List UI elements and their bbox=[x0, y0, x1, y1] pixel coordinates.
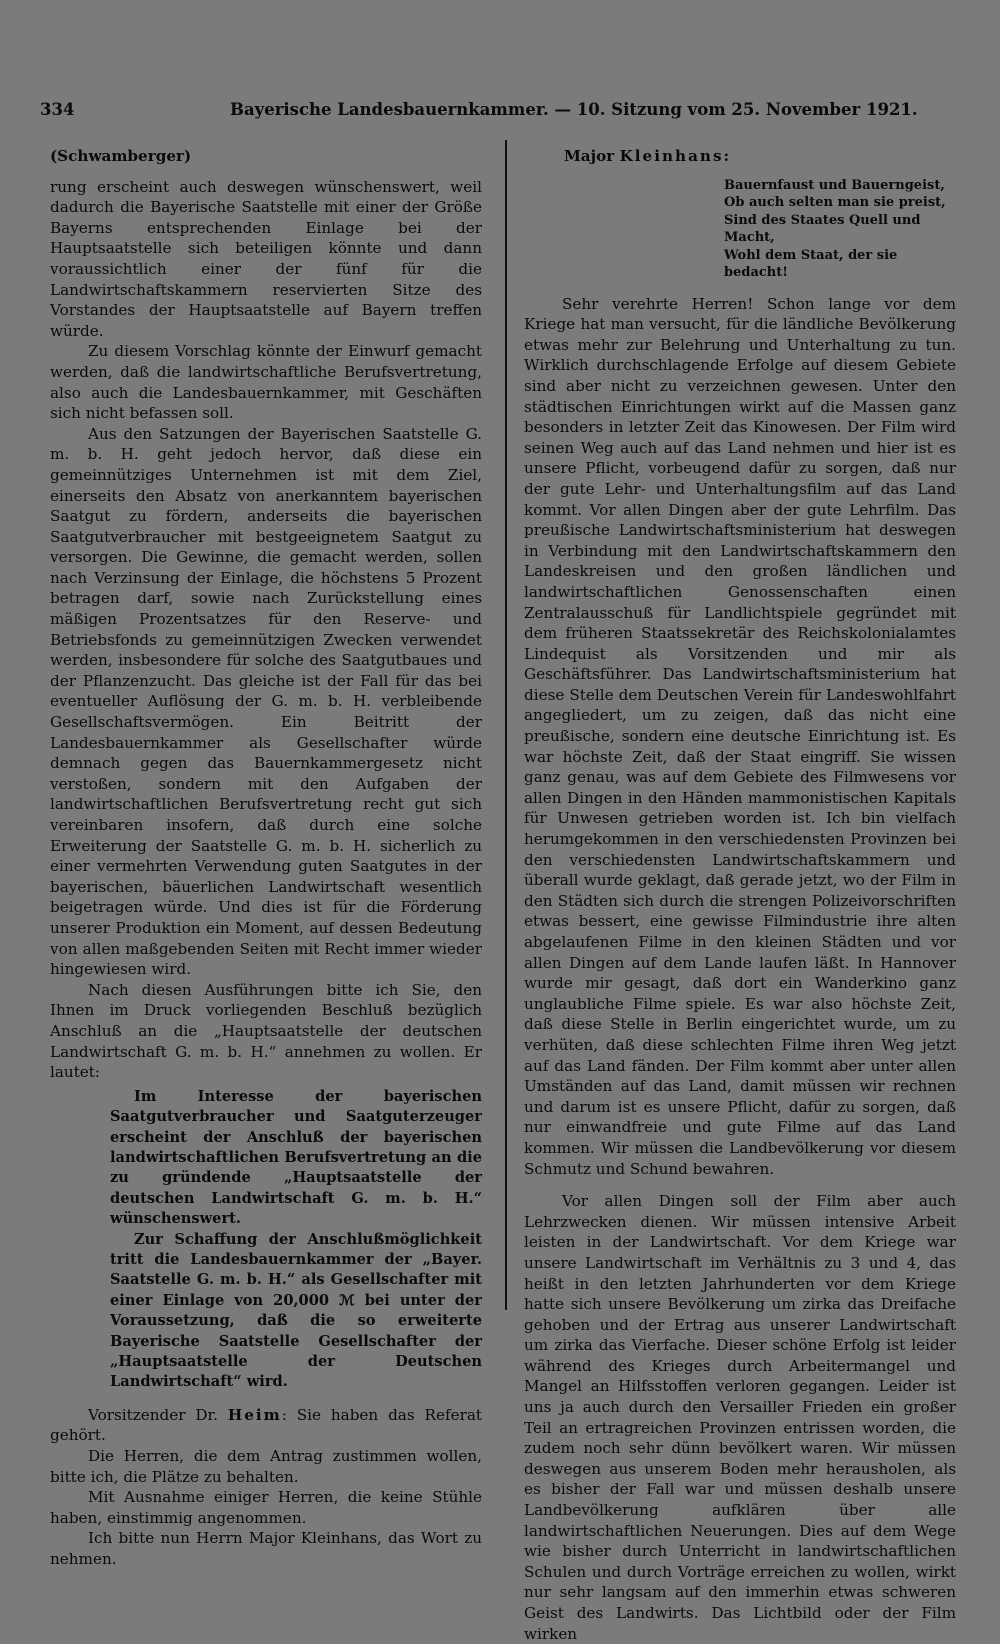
poem-line: Wohl dem Staat, der sie bedacht! bbox=[724, 247, 898, 281]
poem bbox=[724, 177, 956, 282]
right-column bbox=[524, 146, 956, 1644]
page-header bbox=[40, 100, 960, 124]
chair-text: : Sie haben das Referat gehört. bbox=[50, 1405, 482, 1445]
chair-label: Vorsitzender Dr. bbox=[88, 1405, 218, 1424]
speaker-heading bbox=[564, 146, 956, 167]
paragraph: Zu diesem Vorschlag könnte der Einwurf gemacht werden, daß die landwirtschaftliche Berufsvertretung, also auch die Landesbauernkammer, mit Geschäften sich nicht befassen soll. bbox=[50, 342, 482, 423]
paragraph: Mit Ausnahme einiger Herren, die keine Stühle haben, einstimmig angenommen. bbox=[50, 1488, 482, 1527]
poem-line: Ob auch selten man sie preist, bbox=[724, 195, 946, 211]
chair-name: Heim bbox=[227, 1405, 282, 1424]
page-number: 334 bbox=[40, 100, 75, 119]
paragraph: Aus den Satzungen der Bayerischen Saatstelle G. m. b. H. geht jedoch hervor, daß diese ein gemeinnütziges Unternehmen ist mit dem Ziel, einerseits den Absatz von anerkanntem bayerischen Saatgut zu fördern, anderseits die bayerischen Saatgutverbraucher mit bestgeeignetem Saatgut zu versorgen. Die Gewinne, die gemacht werden, sollen nach Verzinsung der Einlage, die höchstens 5 Prozent betragen darf, sowie nach Zurückstellung eines mäßigen Prozentsatzes für den Reserve- und Betriebsfonds zu gemeinnützigen Zwecken verwendet werden, insbesondere für solche des Saatgutbaues und der Pflanzenzucht. Das gleiche ist der Fall für das bei eventueller Auflösung der G. m. b. H. verbleibende Gesellschaftsvermögen. Ein Beitritt der Landesbauernkammer als Gesellschafter würde demnach gegen das Bauernkammergesetz nicht verstoßen, sondern mit den Aufgaben der landwirtschaftlichen Berufsvertretung recht gut sich vereinbaren insofern, daß durch eine solche Erweiterung der Saatstelle G. m. b. H. sicherlich zu einer vermehrten Verwendung guten Saatgutes in der bayerischen, bäuerlichen Landwirtschaft wesentlich beigetragen würde. Und dies ist für die Förderung unserer Produktion ein Moment, auf dessen Bedeutung von allen maßgebenden Seiten mit Recht immer wieder hingewiesen wird. bbox=[50, 424, 482, 979]
speaker-rank: Major bbox=[564, 147, 615, 165]
paragraph: Vor allen Dingen soll der Film aber auch Lehrzwecken dienen. Wir müssen intensive Arbeit leisten in der Landwirtschaft. Vor dem Kriege war unsere Landwirtschaft im Verhältnis zu 3 und 4, das heißt in den letzten Jahrhunderten vor dem Kriege hatte sich unsere Bevölkerung um zirka das Dreifache gehoben und der Ertrag aus unserer Landwirtschaft um zirka das Vierfache. Dieser schöne Erfolg ist leider während des Krieges durch Arbeitermangel und Mangel an Hilfsstoffen verloren gegangen. Leider ist uns ja auch durch den Versailler Frieden ein großer Teil an ertragreichen Provinzen entrissen worden, die zudem noch sehr dünn bevölkert waren. Wir müssen deswegen aus unserem Boden mehr herausholen, als es bisher der Fall war und müssen deshalb unsere Landbevölkerung aufklären über alle landwirtschaftlichen Neuerungen. Dies auf dem Wege wie bisher durch Unterricht in landwirtschaftlichen Schulen und durch Vorträge erreichen zu wollen, wirkt nur sehr langsam auf den immerhin etwas schweren Geist des Landwirts. Das Lichtbild oder der Film wirken bbox=[524, 1192, 956, 1643]
paragraph: rung erscheint auch deswegen wünschenswert, weil dadurch die Bayerische Saatstelle mit einer der Größe Bayerns entsprechenden Einlage bei der Hauptsaatstelle sich beteiligen könnte und dann voraussichtlich einer der fünf für die Landwirtschaftskammern reservierten Sitze des Vorstandes der Hauptsaatstelle auf Bayern treffen würde. bbox=[50, 177, 482, 340]
motion-paragraph: Im Interesse der bayerischen Saatgutverbraucher und Saatguterzeuger erscheint der Anschluß der bayerischen landwirtschaftlichen Berufsvertretung an die zu gründende „Hauptsaatstelle der deutschen Landwirtschaft G. m. b. H.“ wünschenswert. bbox=[110, 1087, 482, 1228]
poem-line: Sind des Staates Quell und Macht, bbox=[724, 212, 921, 246]
speaker-name: Kleinhans: bbox=[619, 147, 732, 165]
paragraph: Nach diesen Ausführungen bitte ich Sie, den Ihnen im Druck vorliegenden Beschluß bezüglich Anschluß an die „Hauptsaatstelle der deutschen Landwirtschaft G. m. b. H.“ annehmen zu wollen. Er lautet: bbox=[50, 980, 482, 1082]
column-divider bbox=[505, 140, 507, 1310]
paragraph: Ich bitte nun Herrn Major Kleinhans, das Wort zu nehmen. bbox=[50, 1529, 482, 1568]
motion-text bbox=[110, 1087, 482, 1393]
paragraph: Sehr verehrte Herren! Schon lange vor dem Kriege hat man versucht, für die ländliche Bevölkerung etwas mehr zur Belehrung und Unterhaltung zu tun. Wirklich durchschlagende Erfolge auf diesem Gebiete sind aber nicht zu verzeichnen gewesen. Unter den städtischen Einrichtungen wirkt auf die Massen ganz besonders in letzter Zeit das Kinowesen. Der Film wird seinen Weg auch auf das Land nehmen und hier ist es unsere Pflicht, vorbeugend dafür zu sorgen, daß nur der gute Lehr- und Unterhaltungsfilm auf das Land kommt. Vor allen Dingen aber der gute Lehrfilm. Das preußische Landwirtschaftsministerium hat deswegen in Verbindung mit den Landwirtschaftskammern den Landeskreisen und den großen ländlichen und landwirtschaftlichen Genossenschaften einen Zentralausschuß für Landlichtspiele gegründet mit dem früheren Staatssekretär des Reichskolonialamtes Lindequist als Vorsitzenden und mir als Geschäftsführer. Das Landwirtschaftsministerium hat diese Stelle dem Deutschen Verein für Landeswohlfahrt angegliedert, um zu zeigen, daß das nicht eine preußische, sondern eine deutsche Einrichtung ist. Es war höchste Zeit, daß der Staat eingriff. Sie wissen ganz genau, was auf dem Gebiete des Filmwesens vor allen Dingen in den Händen mammonistischen Kapitals für Unwesen getrieben worden ist. Ich bin vielfach herumgekommen in den verschiedensten Provinzen bei den verschiedensten Landwirtschaftskammern und überall wurde geklagt, daß gerade jetzt, wo der Film in den Städten sich durch die strengen Polizeivorschriften etwas bessert, eine gewisse Filmindustrie ihre alten abgelaufenen Filme in den kleinen Städten und vor allen Dingen auf dem Lande laufen läßt. In Hannover wurde mir gesagt, daß dort ein Wanderkino ganz unglaubliche Filme spiele. Es war also höchste Zeit, daß diese Stelle in Berlin eingerichtet wurde, um zu verhüten, daß diese schlechten Filme ihren Weg jetzt auf das Land fänden. Der Film kommt aber unter allen Umständen auf das Land, damit müssen wir rechnen und darum ist es unsere Pflicht, dafür zu sorgen, daß nur einwandfreie und gute Filme auf das Land kommen. Wir müssen die Landbevölkerung vor diesem Schmutz und Schund bewahren. bbox=[524, 294, 956, 1178]
chair-statement bbox=[50, 1405, 482, 1446]
running-title: Bayerische Landesbauernkammer. — 10. Sitzung vom 25. November 1921. bbox=[230, 100, 918, 119]
poem-line: Bauernfaust und Bauerngeist, bbox=[724, 177, 945, 193]
speaker-label: (Schwamberger) bbox=[50, 147, 192, 165]
paragraph: Die Herren, die dem Antrag zustimmen wollen, bitte ich, die Plätze zu behalten. bbox=[50, 1447, 482, 1486]
left-column bbox=[50, 146, 482, 1570]
motion-paragraph: Zur Schaffung der Anschlußmöglichkeit tritt die Landesbauernkammer der „Bayer. Saatstelle G. m. b. H.“ als Gesellschafter mit einer Einlage von 20,000 ℳ bei unter der Voraussetzung, daß die so erweiterte Bayerische Saatstelle Gesellschafter der „Hauptsaatstelle der Deutschen Landwirtschaft“ wird. bbox=[110, 1230, 482, 1391]
